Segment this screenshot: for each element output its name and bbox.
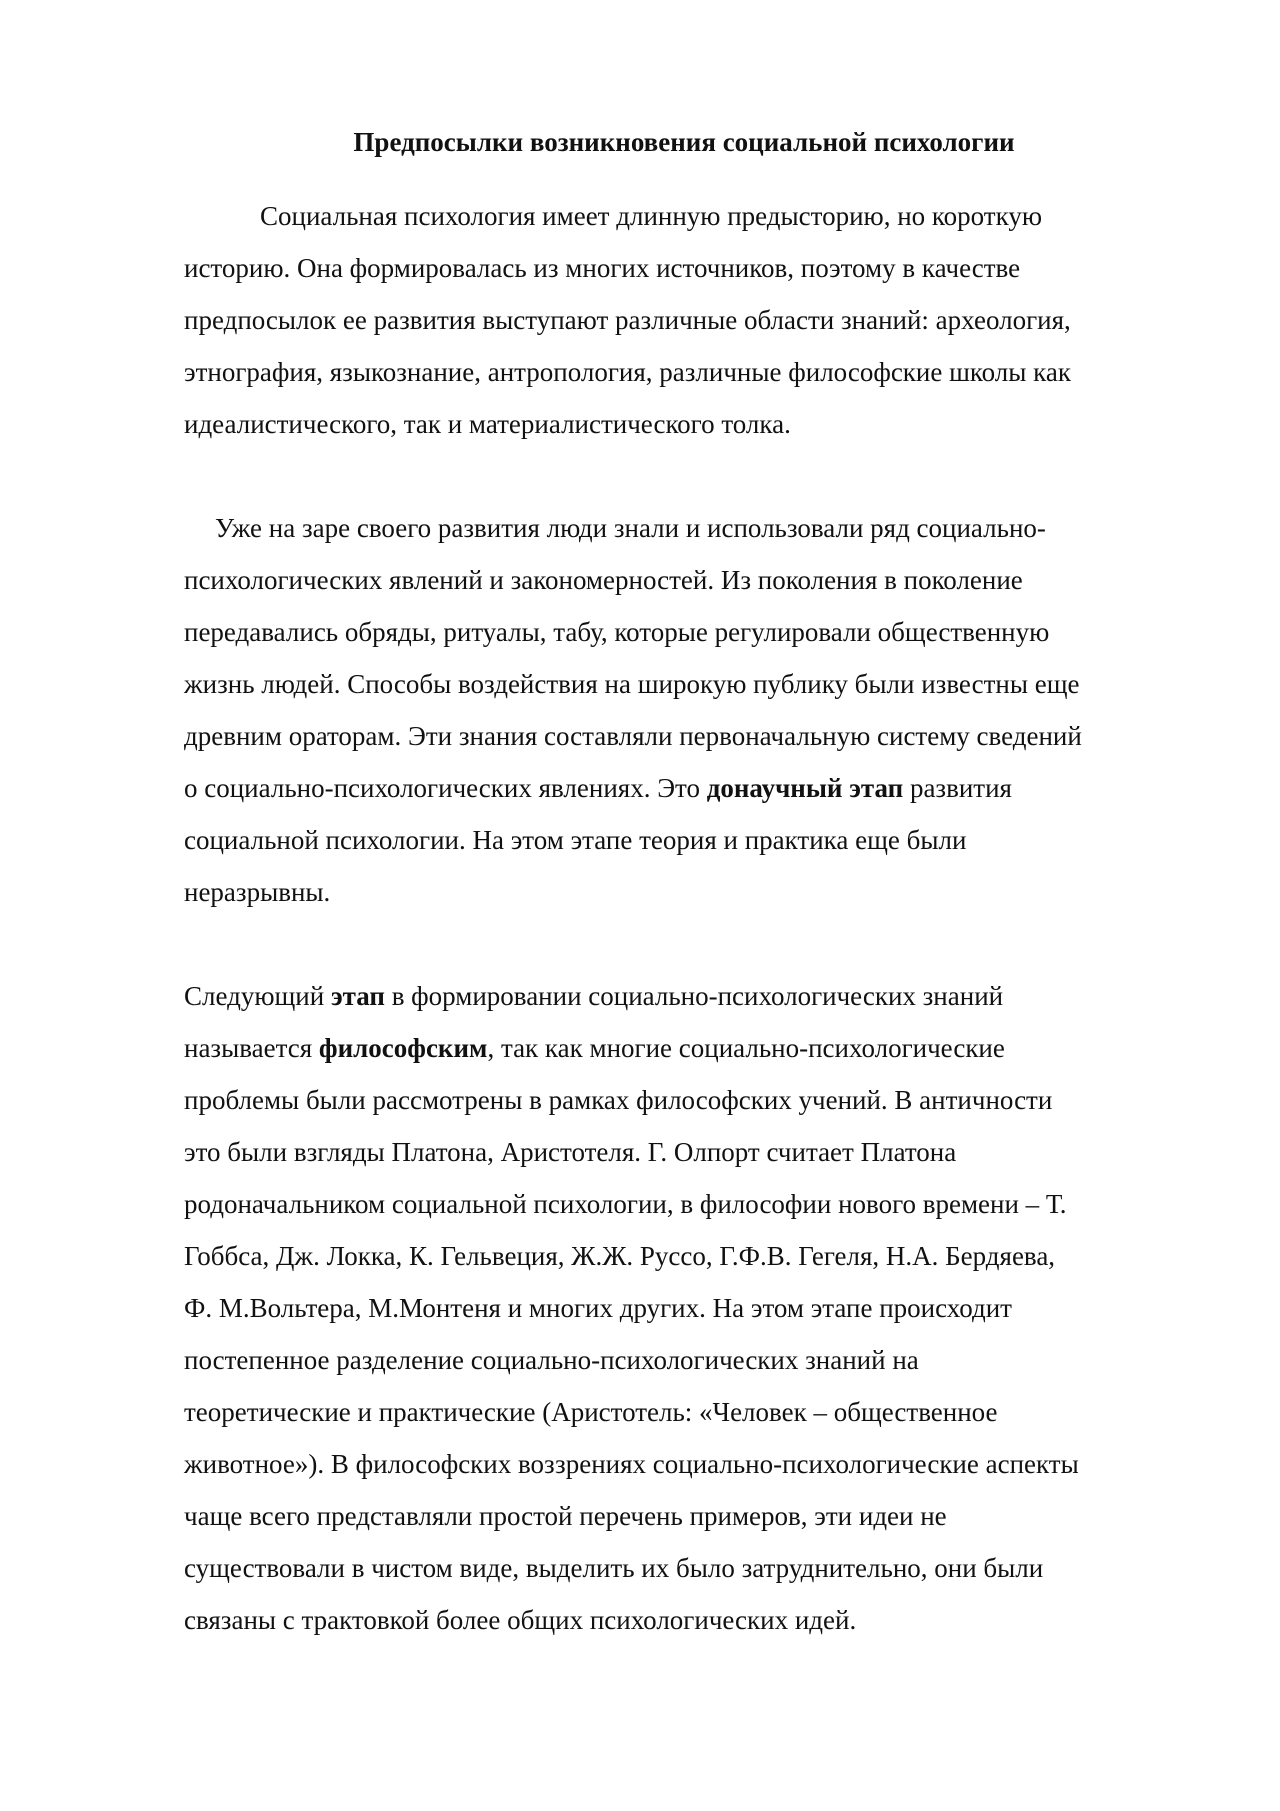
emphasis-stage: этап [330, 981, 385, 1011]
text-line: предпосылок ее развития выступают различные области знаний: археология, [184, 305, 1071, 335]
text-line: психологических явлений и закономерностей. Из поколения в поколение [184, 565, 1023, 595]
text-line: неразрывны. [184, 877, 331, 907]
document-title: Предпосылки возникновения социальной психологии [353, 127, 1015, 157]
text-segment: о социально-психологических явлениях. Это [184, 773, 707, 803]
text-line-with-emphasis [184, 762, 1184, 814]
text-line: этнография, языкознание, антропология, различные философские школы как [184, 357, 1071, 387]
text-line: Социальная психология имеет длинную предысторию, но короткую [260, 201, 1043, 231]
paragraph-prehistory [184, 190, 1184, 450]
text-line: связаны с трактовкой более общих психологических идей. [184, 1605, 857, 1635]
paragraph-prescientific-stage [184, 502, 1184, 918]
emphasis-philosophical: философским [318, 1033, 488, 1063]
paragraph-philosophical-stage [184, 970, 1184, 1646]
text-line: животное»). В философских воззрениях социально-психологические аспекты [184, 1449, 1079, 1479]
text-line: Уже на заре своего развития люди знали и использовали ряд социально- [215, 513, 1046, 543]
text-line: социальной психологии. На этом этапе теория и практика еще были [184, 825, 967, 855]
text-line: жизнь людей. Способы воздействия на широкую публику были известны еще [184, 669, 1080, 699]
text-line: постепенное разделение социально-психологических знаний на [184, 1345, 919, 1375]
text-segment: Следующий [184, 981, 331, 1011]
text-line: это были взгляды Платона, Аристотеля. Г. Олпорт считает Платона [184, 1137, 957, 1167]
text-segment: развития [903, 773, 1012, 803]
emphasis-prescientific-stage: донаучный этап [706, 773, 904, 803]
text-line: историю. Она формировалась из многих источников, поэтому в качестве [184, 253, 1021, 283]
text-line-with-emphasis [184, 1022, 1184, 1074]
text-line: Ф. М.Вольтера, М.Монтеня и многих других. На этом этапе происходит [184, 1293, 1012, 1323]
text-line: родоначальником социальной психологии, в философии нового времени – Т. [184, 1189, 1067, 1219]
text-line: чаще всего представляли простой перечень примеров, эти идеи не [184, 1501, 947, 1531]
text-line-with-emphasis [184, 970, 1184, 1022]
text-line: идеалистического, так и материалистического толка. [184, 409, 791, 439]
text-line: передавались обряды, ритуалы, табу, которые регулировали общественную [184, 617, 1050, 647]
text-line: древним ораторам. Эти знания составляли первоначальную систему сведений [184, 721, 1082, 751]
text-line: проблемы были рассмотрены в рамках философских учений. В античности [184, 1085, 1053, 1115]
text-segment: в формировании социально-психологических знаний [384, 981, 1004, 1011]
text-segment: называется [184, 1033, 319, 1063]
text-line: существовали в чистом виде, выделить их было затруднительно, они были [184, 1553, 1044, 1583]
text-segment: , так как многие социально-психологические [487, 1033, 1005, 1063]
text-line: Гоббса, Дж. Локка, К. Гельвеция, Ж.Ж. Руссо, Г.Ф.В. Гегеля, Н.А. Бердяева, [184, 1241, 1056, 1271]
text-line: теоретические и практические (Аристотель: «Человек – общественное [184, 1397, 998, 1427]
